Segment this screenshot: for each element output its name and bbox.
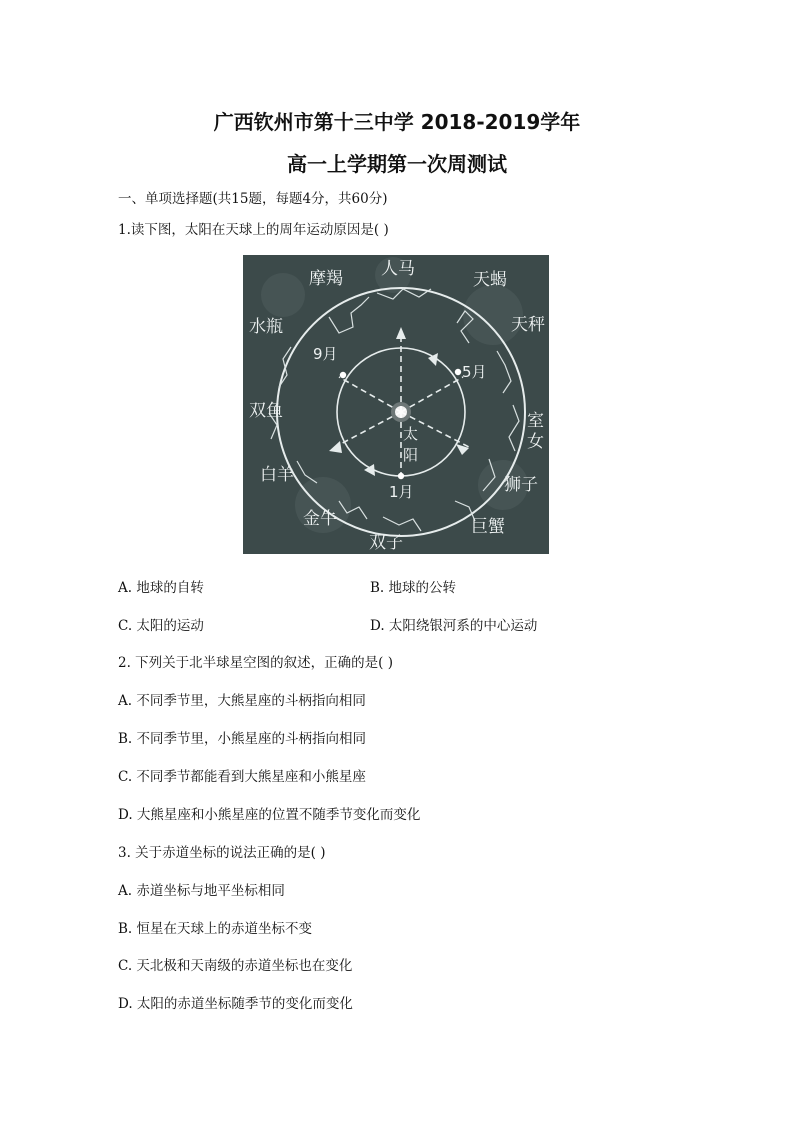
question-3-stem: 3. 关于赤道坐标的说法正确的是( )	[118, 845, 326, 861]
q1-option-a: A. 地球的自转	[118, 580, 204, 596]
q3-option-d: D. 太阳的赤道坐标随季节的变化而变化	[118, 996, 353, 1012]
label-september: 9月	[313, 345, 338, 363]
label-shuangyu: 双鱼	[249, 401, 283, 421]
label-juxie: 巨蟹	[471, 517, 505, 537]
q1-option-b: B. 地球的公转	[370, 580, 457, 596]
label-mojie: 摩羯	[309, 269, 343, 289]
label-tianxie: 天蝎	[473, 270, 507, 290]
label-sun-2: 阳	[403, 446, 419, 464]
q1-option-d: D. 太阳绕银河系的中心运动	[370, 618, 538, 634]
label-renma: 人马	[381, 259, 415, 279]
zodiac-figure	[243, 255, 549, 554]
earth-position-jan	[398, 473, 404, 479]
q3-option-c: C. 天北极和天南级的赤道坐标也在变化	[118, 958, 353, 974]
label-tiancheng: 天秤	[511, 315, 545, 335]
q2-option-b: B. 不同季节里，小熊星座的斗柄指向相同	[118, 731, 367, 747]
q3-option-a: A. 赤道坐标与地平坐标相同	[118, 883, 285, 899]
page-title-line1: 广西钦州市第十三中学 2018-2019学年	[213, 110, 581, 134]
label-sun-1: 太	[403, 425, 419, 443]
label-shuiping: 水瓶	[249, 317, 283, 337]
label-may: 5月	[462, 363, 487, 381]
label-shinv-1: 室	[527, 411, 544, 431]
q2-option-d: D. 大熊星座和小熊星座的位置不随季节变化而变化	[118, 807, 421, 823]
label-shinv-2: 女	[527, 432, 544, 452]
question-1-stem: 1.读下图，太阳在天球上的周年运动原因是( )	[118, 222, 389, 238]
q2-option-a: A. 不同季节里，大熊星座的斗柄指向相同	[118, 693, 366, 709]
label-jinniu: 金牛	[303, 509, 337, 529]
q2-option-c: C. 不同季节都能看到大熊星座和小熊星座	[118, 769, 366, 785]
earth-position-sep	[340, 372, 346, 378]
page-title-line2: 高一上学期第一次周测试	[287, 152, 507, 176]
section-heading: 一、单项选择题(共15题，每题4分，共60分)	[118, 191, 388, 207]
label-baiyang: 白羊	[260, 465, 294, 485]
q3-option-b: B. 恒星在天球上的赤道坐标不变	[118, 921, 313, 937]
label-shizi: 狮子	[504, 475, 538, 495]
label-shuangzi: 双子	[369, 533, 403, 553]
earth-position-may	[455, 369, 461, 375]
label-january: 1月	[389, 483, 414, 501]
q1-option-c: C. 太阳的运动	[118, 618, 204, 634]
question-2-stem: 2. 下列关于北半球星空图的叙述，正确的是( )	[118, 655, 393, 671]
